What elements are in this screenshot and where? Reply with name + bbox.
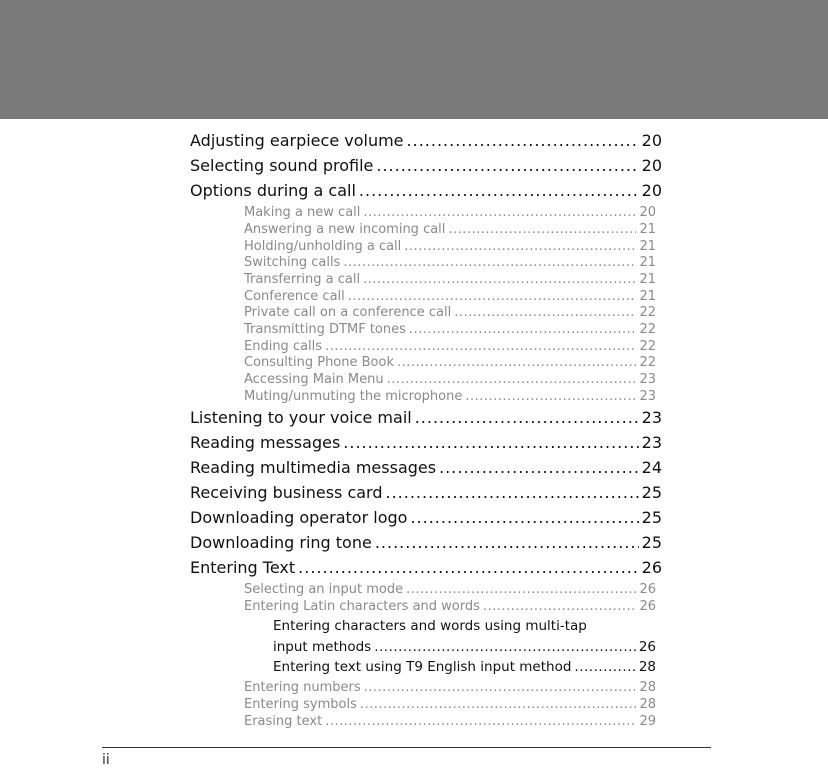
- toc-entry[interactable]: [190, 433, 662, 452]
- toc-page-number: 28: [639, 697, 656, 712]
- toc-entry-label: Listening to your voice mail: [190, 408, 412, 427]
- leader-dots: [483, 599, 637, 614]
- leader-dots: [363, 272, 636, 287]
- toc-subentry[interactable]: [244, 714, 656, 729]
- toc-subentry[interactable]: [244, 205, 656, 220]
- leader-dots: [410, 508, 638, 527]
- toc-subentry[interactable]: [244, 255, 656, 270]
- toc-entry-label: Transferring a call: [244, 272, 361, 287]
- toc-page-number: 26: [641, 558, 662, 577]
- toc-page-number: 28: [638, 659, 656, 675]
- toc-entry-label: input methods: [273, 639, 372, 655]
- leader-dots: [298, 558, 639, 577]
- toc-subentry[interactable]: [244, 339, 656, 354]
- toc-entry[interactable]: [190, 131, 662, 150]
- toc-page-number: 28: [639, 680, 656, 695]
- leader-dots: [404, 239, 636, 254]
- toc-page-number: 22: [639, 322, 656, 337]
- toc-entry-label: Consulting Phone Book: [244, 355, 394, 370]
- toc-entry-label: Reading messages: [190, 433, 341, 452]
- toc-page-number: 23: [639, 372, 656, 387]
- toc-entry-label: Answering a new incoming call: [244, 222, 446, 237]
- leader-dots: [415, 408, 639, 427]
- toc-entry-label: Entering numbers: [244, 680, 361, 695]
- toc-entry-label: Muting/unmuting the microphone: [244, 389, 463, 404]
- toc-subentry[interactable]: [244, 239, 656, 254]
- leader-dots: [343, 255, 636, 270]
- toc-subentry[interactable]: [244, 680, 656, 695]
- toc-entry[interactable]: [190, 458, 662, 477]
- leader-dots: [386, 483, 639, 502]
- leader-dots: [343, 433, 638, 452]
- leader-dots: [387, 372, 637, 387]
- toc-page-number: 25: [641, 483, 662, 502]
- toc-entry-label: Reading multimedia messages: [190, 458, 437, 477]
- toc-page-number: 26: [639, 599, 656, 614]
- toc-subentry[interactable]: [244, 222, 656, 237]
- toc-subentry[interactable]: [244, 599, 656, 614]
- toc-subsubentry-label-line1[interactable]: Entering characters and words using multi-tap: [273, 618, 587, 634]
- toc-page-number: 23: [641, 433, 662, 452]
- toc-subentry[interactable]: [244, 322, 656, 337]
- toc-entry-label: Downloading operator logo: [190, 508, 408, 527]
- toc-subsubentry[interactable]: [273, 639, 656, 655]
- toc-page-number: 21: [639, 222, 656, 237]
- toc-page-number: 21: [639, 289, 656, 304]
- leader-dots: [448, 222, 636, 237]
- toc-subentry[interactable]: [244, 582, 656, 597]
- toc-entry[interactable]: [190, 156, 662, 175]
- toc-subentry[interactable]: [244, 355, 656, 370]
- leader-dots: [374, 639, 636, 655]
- toc-entry[interactable]: [190, 181, 662, 200]
- toc-page-number: 23: [641, 408, 662, 427]
- toc-entry-label: Making a new call: [244, 205, 361, 220]
- footer-page-number: ii: [102, 752, 110, 768]
- leader-dots: [406, 582, 636, 597]
- toc-page-number: 25: [641, 533, 662, 552]
- toc-entry-label: Accessing Main Menu: [244, 372, 384, 387]
- toc-entry-label: Adjusting earpiece volume: [190, 131, 404, 150]
- toc-subsubentry[interactable]: [273, 659, 656, 675]
- leader-dots: [397, 355, 636, 370]
- leader-dots: [376, 156, 638, 175]
- toc-page-number: 22: [639, 339, 656, 354]
- toc-entry-label: Entering Text: [190, 558, 296, 577]
- toc-page-number: 20: [641, 131, 662, 150]
- toc-page-number: 22: [639, 355, 656, 370]
- toc-entry-label: Conference call: [244, 289, 345, 304]
- toc-entry[interactable]: [190, 408, 662, 427]
- toc-subentry[interactable]: [244, 389, 656, 404]
- leader-dots: [364, 680, 637, 695]
- toc-entry-label: Switching calls: [244, 255, 341, 270]
- leader-dots: [363, 205, 636, 220]
- toc-page-number: 21: [639, 255, 656, 270]
- toc-page-number: 29: [639, 714, 656, 729]
- toc-entry-label: Selecting sound profile: [190, 156, 374, 175]
- leader-dots: [454, 305, 636, 320]
- toc-entry-label: Options during a call: [190, 181, 356, 200]
- toc-entry[interactable]: [190, 533, 662, 552]
- toc-subentry[interactable]: [244, 305, 656, 320]
- toc-entry-label: Holding/unholding a call: [244, 239, 402, 254]
- toc-entry-label: Receiving business card: [190, 483, 383, 502]
- leader-dots: [325, 714, 636, 729]
- leader-dots: [574, 659, 635, 675]
- toc-entry-label: Private call on a conference call: [244, 305, 452, 320]
- toc-entry-label: Erasing text: [244, 714, 323, 729]
- toc-page-number: 23: [639, 389, 656, 404]
- toc-entry-label: Ending calls: [244, 339, 323, 354]
- leader-dots: [465, 389, 636, 404]
- footer-rule: [102, 747, 711, 748]
- toc-subentry[interactable]: [244, 697, 656, 712]
- leader-dots: [325, 339, 636, 354]
- header-band: [0, 0, 828, 119]
- toc-page-number: 21: [639, 239, 656, 254]
- toc-page-number: 24: [641, 458, 662, 477]
- leader-dots: [409, 322, 637, 337]
- toc-page-number: 26: [638, 639, 656, 655]
- toc-entry-label: Entering Latin characters and words: [244, 599, 480, 614]
- leader-dots: [375, 533, 639, 552]
- leader-dots: [439, 458, 639, 477]
- toc-page-number: 22: [639, 305, 656, 320]
- toc-entry-label: Entering symbols: [244, 697, 357, 712]
- toc-entry[interactable]: [190, 483, 662, 502]
- toc-entry-label: Selecting an input mode: [244, 582, 404, 597]
- leader-dots: [348, 289, 637, 304]
- toc-entry-label: Transmitting DTMF tones: [244, 322, 406, 337]
- toc-subentry[interactable]: [244, 272, 656, 287]
- toc-page-number: 21: [639, 272, 656, 287]
- toc-subentry[interactable]: [244, 372, 656, 387]
- toc-entry[interactable]: [190, 558, 662, 577]
- toc-page-number: 25: [641, 508, 662, 527]
- leader-dots: [360, 697, 637, 712]
- toc-page-number: 20: [639, 205, 656, 220]
- toc-page-number: 26: [639, 582, 656, 597]
- toc-entry-label: Downloading ring tone: [190, 533, 372, 552]
- toc-page-number: 20: [641, 181, 662, 200]
- toc-subentry[interactable]: [244, 289, 656, 304]
- toc-page-number: 20: [641, 156, 662, 175]
- leader-dots: [407, 131, 639, 150]
- leader-dots: [359, 181, 639, 200]
- toc-entry-label: Entering text using T9 English input method: [273, 659, 572, 675]
- toc-entry[interactable]: [190, 508, 662, 527]
